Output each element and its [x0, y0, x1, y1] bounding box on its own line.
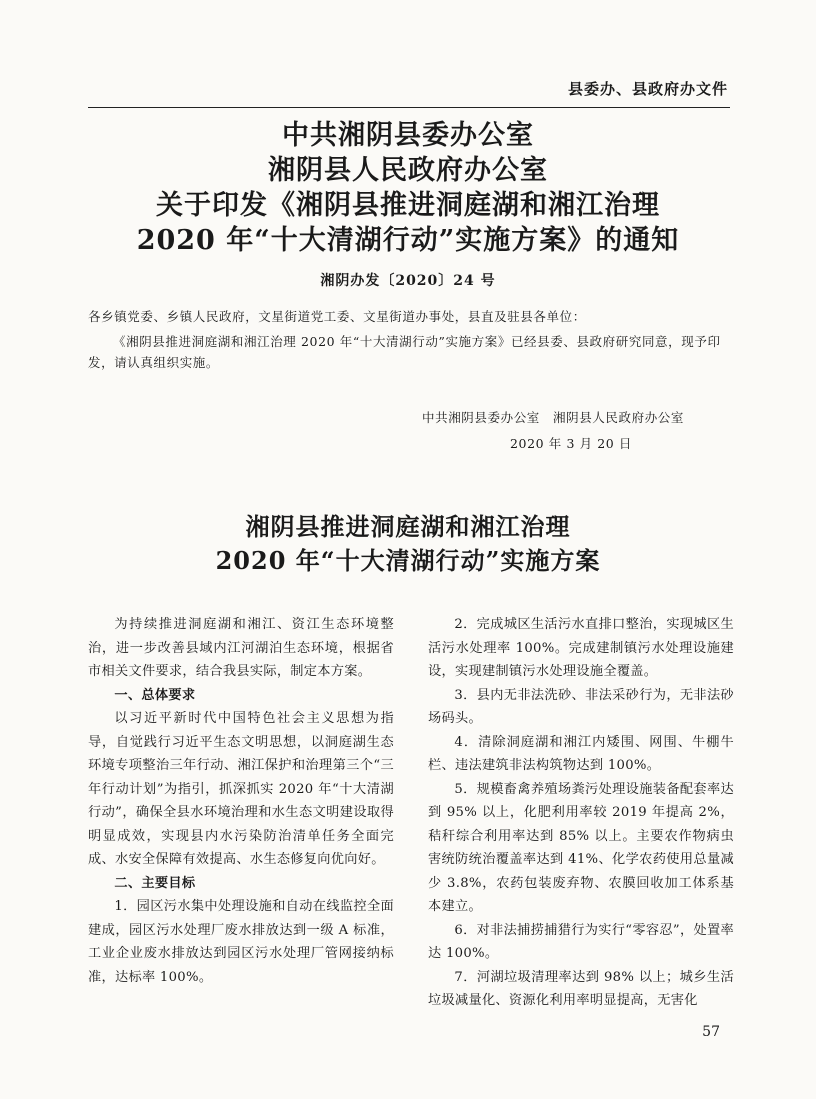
- section-heading: 二、主要目标: [114, 875, 196, 891]
- goal-item: 7．河湖垃圾清理率达到 98% 以上；城乡生活垃圾减量化、资源化利用率明显提高，无害化: [428, 969, 734, 1008]
- goal-item: 2．完成城区生活污水直排口整治，实现城区生活污水处理率 100%。完成建制镇污水处理设施建设，实现建制镇污水处理设施全覆盖。: [428, 617, 734, 679]
- goal-item: 3．县内无非法洗砂、非法采砂行为，无非法砂场码头。: [428, 687, 734, 726]
- document-number: 湘阴办发〔2020〕24 号: [320, 273, 496, 289]
- notice-title-line: 2020 年“十大清湖行动”实施方案》的通知: [136, 225, 680, 256]
- right-column: [428, 613, 734, 1013]
- page-number: 57: [702, 1024, 720, 1040]
- goal-item: 4．清除洞庭湖和湘江内矮围、网围、牛棚牛栏、违法建筑非法构筑物达到 100%。: [428, 734, 734, 773]
- goal-item: 6．对非法捕捞捕猎行为实行“零容忍”，处置率达 100%。: [428, 922, 734, 961]
- plan-title-line: 2020 年“十大清湖行动”实施方案: [215, 546, 601, 575]
- notice-title: [0, 118, 816, 258]
- notice-body: 《湘阴县推进洞庭湖和湘江治理 2020 年“十大清湖行动”实施方案》已经县委、县政府研究同意，现予印发，请认真组织实施。: [88, 334, 721, 370]
- notice-title-line: 关于印发《湘阴县推进洞庭湖和湘江治理: [156, 190, 660, 221]
- notice-title-line: 中共湘阴县委办公室: [282, 120, 534, 151]
- plan-title: [0, 510, 816, 578]
- notice-title-line: 湘阴县人民政府办公室: [268, 155, 548, 186]
- goal-item: 5．规模畜禽养殖场粪污处理设施装备配套率达到 95% 以上，化肥利用率较 2019 年提高 2%，秸秆综合利用率达到 85% 以上。主要农作物病虫害统防统治覆盖率达到 41%、化学农药使用总量减少 3.8%，农药包装废弃物、农膜回收加工体系基本建立。: [428, 781, 734, 914]
- header-divider: [88, 107, 730, 108]
- recipients: 各乡镇党委、乡镇人民政府，文星街道党工委、文星街道办事处，县直及驻县各单位：: [88, 309, 586, 324]
- section-heading: 一、总体要求: [114, 687, 196, 703]
- running-header: 县委办、县政府办文件: [567, 80, 728, 98]
- intro-paragraph: 为持续推进洞庭湖和湘江、资江生态环境整治，进一步改善县域内江河湖泊生态环境，根据省市相关文件要求，结合我县实际，制定本方案。: [88, 617, 394, 679]
- left-column: [88, 613, 394, 989]
- signature-date: 2020 年 3 月 20 日: [510, 436, 633, 451]
- signature-issuers: 中共湘阴县委办公室 湘阴县人民政府办公室: [422, 410, 685, 425]
- goal-item: 1．园区污水集中处理设施和自动在线监控全面建成，园区污水处理厂废水排放达到一级 A 标准，工业企业废水排放达到园区污水处理厂管网接纳标准，达标率 100%。: [88, 899, 394, 985]
- plan-title-line: 湘阴县推进洞庭湖和湘江治理: [245, 512, 571, 541]
- section-paragraph: 以习近平新时代中国特色社会主义思想为指导，自觉践行习近平生态文明思想，以洞庭湖生态环境专项整治三年行动、湘江保护和治理第三个“三年行动计划”为指引，抓深抓实 2020 年“十大清湖行动”，确保全县水环境治理和水生态文明建设取得明显成效，实现县内水污染防治清单任务全面完成、水安全保障有效提高、水生态修复向优向好。: [88, 711, 394, 867]
